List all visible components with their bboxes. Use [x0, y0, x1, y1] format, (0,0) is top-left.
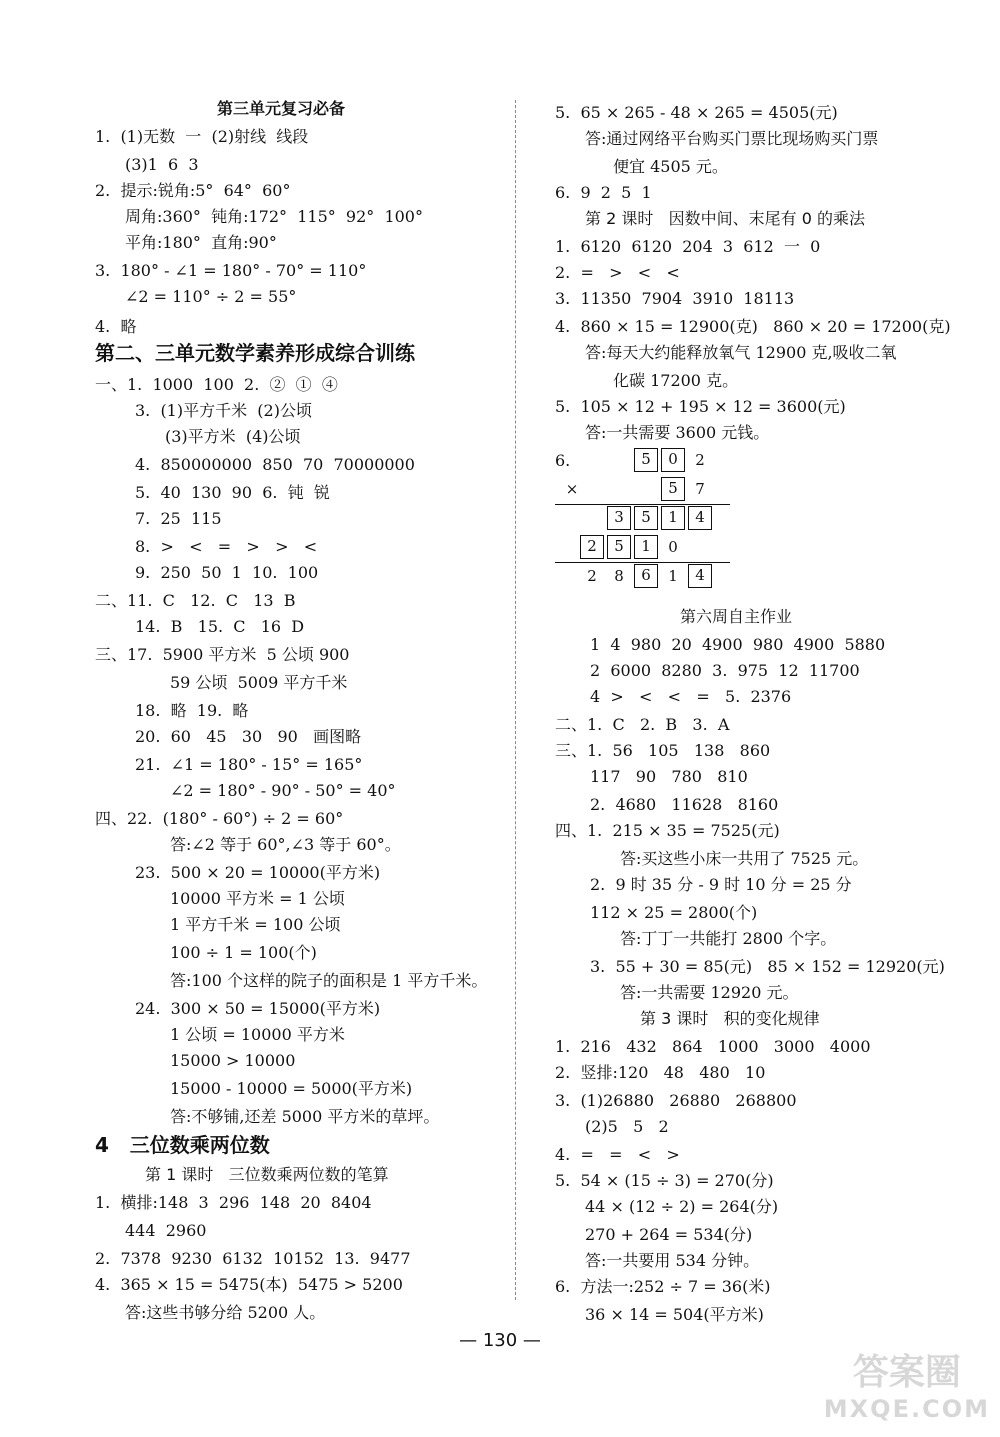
answer-line: 24. 300 × 50 = 15000(平方米) — [135, 999, 381, 1018]
answer-line: 36 × 14 = 504(平方米) — [585, 1305, 764, 1324]
answer-line: 44 × (12 ÷ 2) = 264(分) — [585, 1197, 779, 1216]
answer-line: 5. 54 × (15 ÷ 3) = 270(分) — [555, 1171, 774, 1190]
answer-line: 4. 850000000 850 70 70000000 — [135, 455, 415, 474]
answer-line: 答:一共需要 12920 元。 — [620, 983, 799, 1002]
answer-line: 14. B 15. C 16 D — [135, 617, 305, 636]
digit: 2 — [587, 567, 597, 585]
answer-line: 答:买这些小床一共用了 7525 元。 — [620, 849, 869, 868]
answer-line: 2 6000 8280 3. 975 12 11700 — [590, 661, 860, 680]
digit: 2 — [695, 451, 705, 469]
answer-line: 2. 9 时 35 分 - 9 时 10 分 = 25 分 — [590, 875, 852, 894]
answer-line: 2. 4680 11628 8160 — [590, 795, 779, 814]
section-heading: 第二、三单元数学素养形成综合训练 — [95, 341, 415, 365]
answer-line: 444 2960 — [125, 1221, 207, 1240]
watermark-url: MXQE.COM — [823, 1395, 990, 1423]
answer-line: 1 公顷 = 10000 平方米 — [170, 1025, 345, 1044]
answer-line: (3)1 6 3 — [125, 155, 199, 174]
times-sign: × — [565, 480, 579, 498]
answer-line: 答:∠2 等于 60°,∠3 等于 60°。 — [170, 835, 401, 854]
answer-line: 4. 略 — [95, 317, 137, 336]
column-divider — [515, 100, 516, 1300]
digit: 0 — [668, 538, 678, 556]
section-heading: 第 1 课时 三位数乘两位数的笔算 — [145, 1165, 389, 1184]
answer-line: 20. 60 45 30 90 画图略 — [135, 727, 362, 746]
answer-line: 四、22. (180° - 60°) ÷ 2 = 60° — [95, 809, 344, 828]
answer-line: 112 × 25 = 2800(个) — [590, 903, 758, 922]
answer-line: 3. 55 + 30 = 85(元) 85 × 152 = 12920(元) — [590, 957, 945, 976]
answer-line: 答:通过网络平台购买门票比现场购买门票 — [585, 129, 879, 148]
digit-box: 3 — [607, 506, 631, 530]
answer-line: 答:一共需要 3600 元钱。 — [585, 423, 770, 442]
answer-line: 答:一共要用 534 分钟。 — [585, 1251, 760, 1270]
answer-line: 化碳 17200 克。 — [613, 371, 739, 390]
answer-line: 5. 40 130 90 6. 钝 锐 — [135, 483, 330, 502]
digit-box: 2 — [580, 535, 604, 559]
answer-line: 117 90 780 810 — [590, 767, 748, 786]
digit-box: 5 — [634, 448, 658, 472]
answer-line: 4. 860 × 15 = 12900(克) 860 × 20 = 17200(克) — [555, 317, 951, 336]
answer-line: 1 平方千米 = 100 公顷 — [170, 915, 341, 934]
digit-box: 1 — [634, 535, 658, 559]
answer-line: 9. 250 50 1 10. 100 — [135, 563, 319, 582]
page-number: — 130 — — [459, 1330, 541, 1351]
answer-line: 4 > < < = 5. 2376 — [590, 687, 792, 706]
section-heading: 第六周自主作业 — [680, 607, 793, 626]
answer-line: 3. 11350 7904 3910 18113 — [555, 289, 795, 308]
answer-line: 5. 65 × 265 - 48 × 265 = 4505(元) — [555, 103, 838, 122]
answer-line: 二、11. C 12. C 13 B — [95, 591, 296, 610]
answer-line: 7. 25 115 — [135, 509, 222, 528]
answer-line: 周角:360° 钝角:172° 115° 92° 100° — [125, 207, 423, 226]
answer-line: 23. 500 × 20 = 10000(平方米) — [135, 863, 381, 882]
digit: 7 — [695, 480, 705, 498]
answer-line: 答:丁丁一共能打 2800 个字。 — [620, 929, 837, 948]
answer-line: 3. (1)26880 26880 268800 — [555, 1091, 797, 1110]
answer-line: 21. ∠1 = 180° - 15° = 165° — [135, 755, 363, 774]
answer-line: 平角:180° 直角:90° — [125, 233, 277, 252]
answer-line: 四、1. 215 × 35 = 7525(元) — [555, 821, 780, 840]
answer-line: 1. 横排:148 3 296 148 20 8404 — [95, 1193, 372, 1212]
digit-box: 6 — [634, 564, 658, 588]
answer-line: 三、17. 5900 平方米 5 公顷 900 — [95, 645, 350, 664]
answer-line: 8. > < = > > < — [135, 537, 318, 556]
answer-line: 1. (1)无数 一 (2)射线 线段 — [95, 127, 309, 146]
answer-line: 270 + 264 = 534(分) — [585, 1225, 753, 1244]
answer-line: 2. 竖排:120 48 480 10 — [555, 1063, 766, 1082]
rule-line — [555, 504, 730, 505]
answer-line: 一、1. 1000 100 2. ② ① ④ — [95, 375, 338, 394]
digit-box: 1 — [661, 506, 685, 530]
section-heading: 第 2 课时 因数中间、末尾有 0 的乘法 — [585, 209, 865, 228]
answer-line: 4. = = < > — [555, 1145, 680, 1164]
section-heading: 4 三位数乘两位数 — [95, 1133, 270, 1157]
answer-line: 答:这些书够分给 5200 人。 — [125, 1303, 326, 1322]
answer-line: 3. 180° - ∠1 = 180° - 70° = 110° — [95, 261, 367, 280]
answer-line: 5. 105 × 12 + 195 × 12 = 3600(元) — [555, 397, 846, 416]
answer-line: ∠2 = 110° ÷ 2 = 55° — [125, 287, 297, 306]
answer-line: 100 ÷ 1 = 100(个) — [170, 943, 317, 962]
rule-line — [555, 562, 730, 563]
answer-line: 2. 提示:锐角:5° 64° 60° — [95, 181, 291, 200]
digit: 1 — [668, 567, 678, 585]
digit-box: 0 — [661, 448, 685, 472]
answer-line: 三、1. 56 105 138 860 — [555, 741, 771, 760]
digit: 8 — [614, 567, 624, 585]
digit-box: 4 — [688, 564, 712, 588]
answer-line: 2. = > < < — [555, 263, 680, 282]
answer-line: 6. 方法一:252 ÷ 7 = 36(米) — [555, 1277, 771, 1296]
answer-line: 1. 216 432 864 1000 3000 4000 — [555, 1037, 871, 1056]
answer-line: 59 公顷 5009 平方千米 — [170, 673, 348, 692]
vertical-multiplication — [555, 448, 755, 598]
answer-line: 18. 略 19. 略 — [135, 701, 249, 720]
watermark-logo-text: 答案圈 — [852, 1352, 961, 1393]
answer-line: 1 4 980 20 4900 980 4900 5880 — [590, 635, 886, 654]
answer-line: 二、1. C 2. B 3. A — [555, 715, 730, 734]
answer-line: 答:每天大约能释放氧气 12900 克,吸收二氧 — [585, 343, 897, 362]
answer-line: 2. 7378 9230 6132 10152 13. 9477 — [95, 1249, 411, 1268]
answer-line: ∠2 = 180° - 90° - 50° = 40° — [170, 781, 396, 800]
digit-box: 5 — [634, 506, 658, 530]
answer-line: 答:不够铺,还差 5000 平方米的草坪。 — [170, 1107, 440, 1126]
digit-box: 4 — [688, 506, 712, 530]
section-heading: 第 3 课时 积的变化规律 — [640, 1009, 820, 1028]
section-heading: 第三单元复习必备 — [217, 99, 346, 118]
answer-line: 4. 365 × 15 = 5475(本) 5475 > 5200 — [95, 1275, 403, 1294]
answer-line: 15000 - 10000 = 5000(平方米) — [170, 1079, 413, 1098]
answer-line: (3)平方米 (4)公顷 — [165, 427, 301, 446]
answer-line: 6. 9 2 5 1 — [555, 183, 652, 202]
digit-box: 5 — [607, 535, 631, 559]
answer-line: 答:100 个这样的院子的面积是 1 平方千米。 — [170, 971, 488, 990]
answer-line: 15000 > 10000 — [170, 1051, 296, 1070]
answer-line: (2)5 5 2 — [585, 1117, 669, 1136]
watermark — [823, 1352, 990, 1427]
answer-line: 便宜 4505 元。 — [613, 157, 728, 176]
digit-box: 5 — [661, 477, 685, 501]
answer-line: 1. 6120 6120 204 3 612 一 0 — [555, 237, 821, 256]
answer-line: 6. — [555, 451, 571, 470]
answer-line: 3. (1)平方千米 (2)公顷 — [135, 401, 312, 420]
answer-line: 10000 平方米 = 1 公顷 — [170, 889, 345, 908]
